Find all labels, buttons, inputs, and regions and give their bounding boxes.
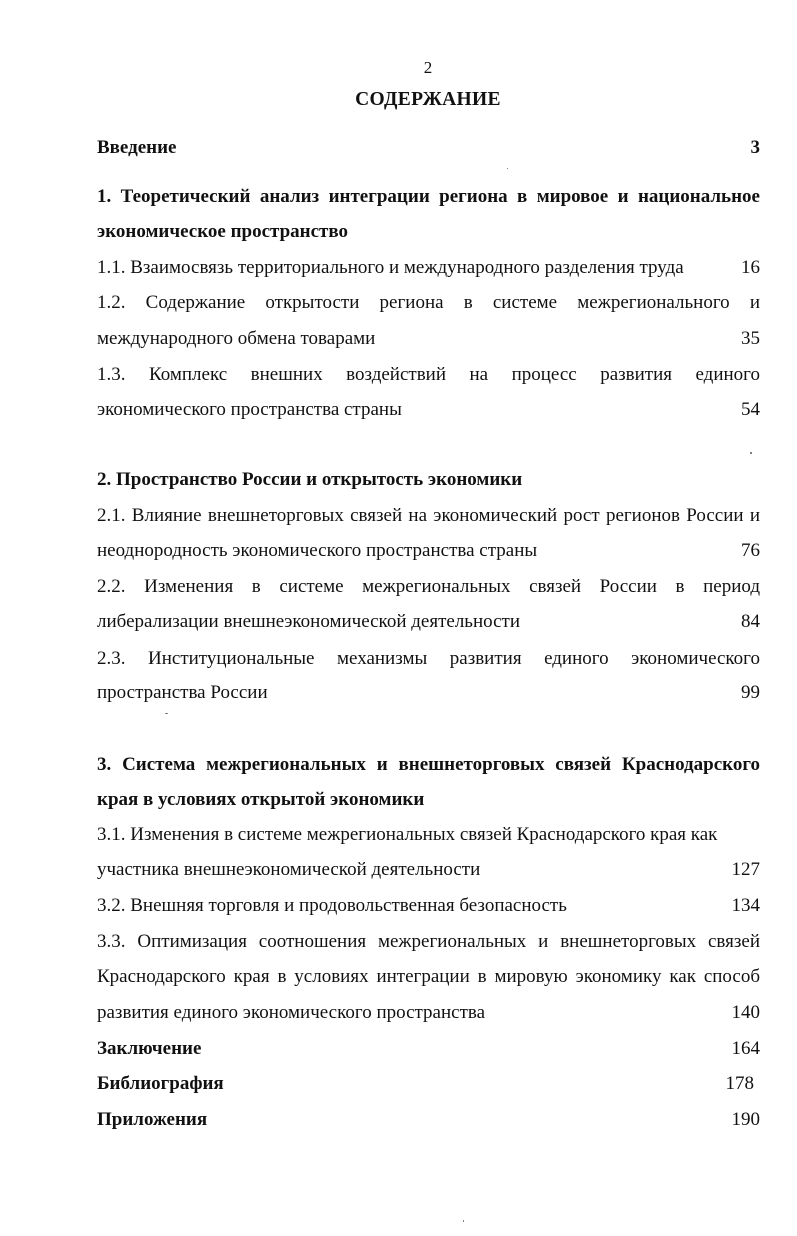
toc-entry-3-2 [97, 893, 760, 919]
toc-entry-1-3-cont [97, 397, 760, 423]
toc-entry-2-3: 2.3. Институциональные механизмы развития единого экономического [97, 648, 760, 669]
toc-entry-3-3-cont: Краснодарского края в условиях интеграции в мировую экономику как способ [97, 966, 760, 987]
toc-page-number: 84 [741, 611, 760, 632]
toc-entry-3-1-cont [97, 857, 760, 883]
toc-entry-3-3: 3.3. Оптимизация соотношения межрегиональных и внешнеторговых связей [97, 931, 760, 952]
toc-page-number: 54 [741, 399, 760, 420]
toc-entry-2-1-cont [97, 538, 760, 564]
chapter-1-heading-cont: экономическое пространство [97, 221, 348, 242]
chapter-3-heading: 3. Система межрегиональных и внешнеторговых связей Краснодарского [97, 754, 760, 775]
toc-page-number: 190 [731, 1109, 760, 1130]
toc-entry-3-1: 3.1. Изменения в системе межрегиональных связей Краснодарского края как [97, 824, 718, 845]
toc-page-number: 140 [731, 1002, 760, 1023]
toc-entry-1-3: 1.3. Комплекс внешних воздействий на процесс развития единого [97, 364, 760, 385]
scan-speck [750, 452, 752, 454]
toc-page-number: 35 [741, 328, 760, 349]
toc-page-number: 3 [750, 137, 760, 158]
toc-entry-conclusion [97, 1036, 760, 1062]
toc-entry-label: участника внешнеэкономической деятельности [97, 859, 481, 880]
toc-entry-label: либерализации внешнеэкономической деятельности [97, 611, 521, 632]
toc-entry-label: Заключение [97, 1038, 202, 1059]
toc-entry-label: Введение [97, 137, 177, 158]
scan-speck [507, 168, 508, 169]
toc-page-number: 99 [741, 682, 760, 703]
toc-entry-appendices [97, 1107, 760, 1133]
toc-entry-label: 1.1. Взаимосвязь территориального и международного разделения труда [97, 257, 684, 278]
toc-entry-label: 3.2. Внешняя торговля и продовольственная безопасность [97, 895, 567, 916]
page-title: СОДЕРЖАНИЕ [355, 89, 501, 110]
toc-entry-label: развития единого экономического пространства [97, 1002, 486, 1023]
toc-page-number: 134 [731, 895, 760, 916]
toc-entry-1-1 [97, 255, 760, 281]
toc-entry-2-2: 2.2. Изменения в системе межрегиональных связей России в период [97, 576, 760, 597]
page-number: 2 [423, 58, 433, 77]
toc-entry-2-3-cont [97, 680, 760, 706]
toc-entry-2-2-cont [97, 609, 760, 635]
toc-entry-3-3-cont2 [97, 1000, 760, 1026]
toc-entry-2-1: 2.1. Влияние внешнеторговых связей на экономический рост регионов России и [97, 505, 760, 526]
toc-entry-intro [97, 135, 760, 161]
toc-page-number: 16 [741, 257, 760, 278]
toc-entry-bibliography [97, 1071, 760, 1097]
toc-entry-label: международного обмена товарами [97, 328, 376, 349]
toc-page-number: 164 [731, 1038, 760, 1059]
toc-entry-label: неоднородность экономического пространства страны [97, 540, 538, 561]
toc-entry-1-2-cont [97, 326, 760, 352]
scan-speck [165, 713, 168, 714]
toc-page-number: 178 [725, 1073, 754, 1094]
chapter-2-heading: 2. Пространство России и открытость экономики [97, 469, 523, 490]
toc-page-number: 76 [741, 540, 760, 561]
toc-entry-label: Приложения [97, 1109, 208, 1130]
scan-speck [463, 1220, 464, 1222]
toc-entry-label: экономического пространства страны [97, 399, 402, 420]
toc-entry-1-2: 1.2. Содержание открытости региона в системе межрегионального и [97, 292, 760, 313]
toc-entry-label: Библиография [97, 1073, 224, 1094]
toc-page-number: 127 [731, 859, 760, 880]
toc-entry-label: пространства России [97, 682, 268, 703]
chapter-1-heading: 1. Теоретический анализ интеграции региона в мировое и национальное [97, 186, 760, 207]
chapter-3-heading-cont: края в условиях открытой экономики [97, 789, 425, 810]
